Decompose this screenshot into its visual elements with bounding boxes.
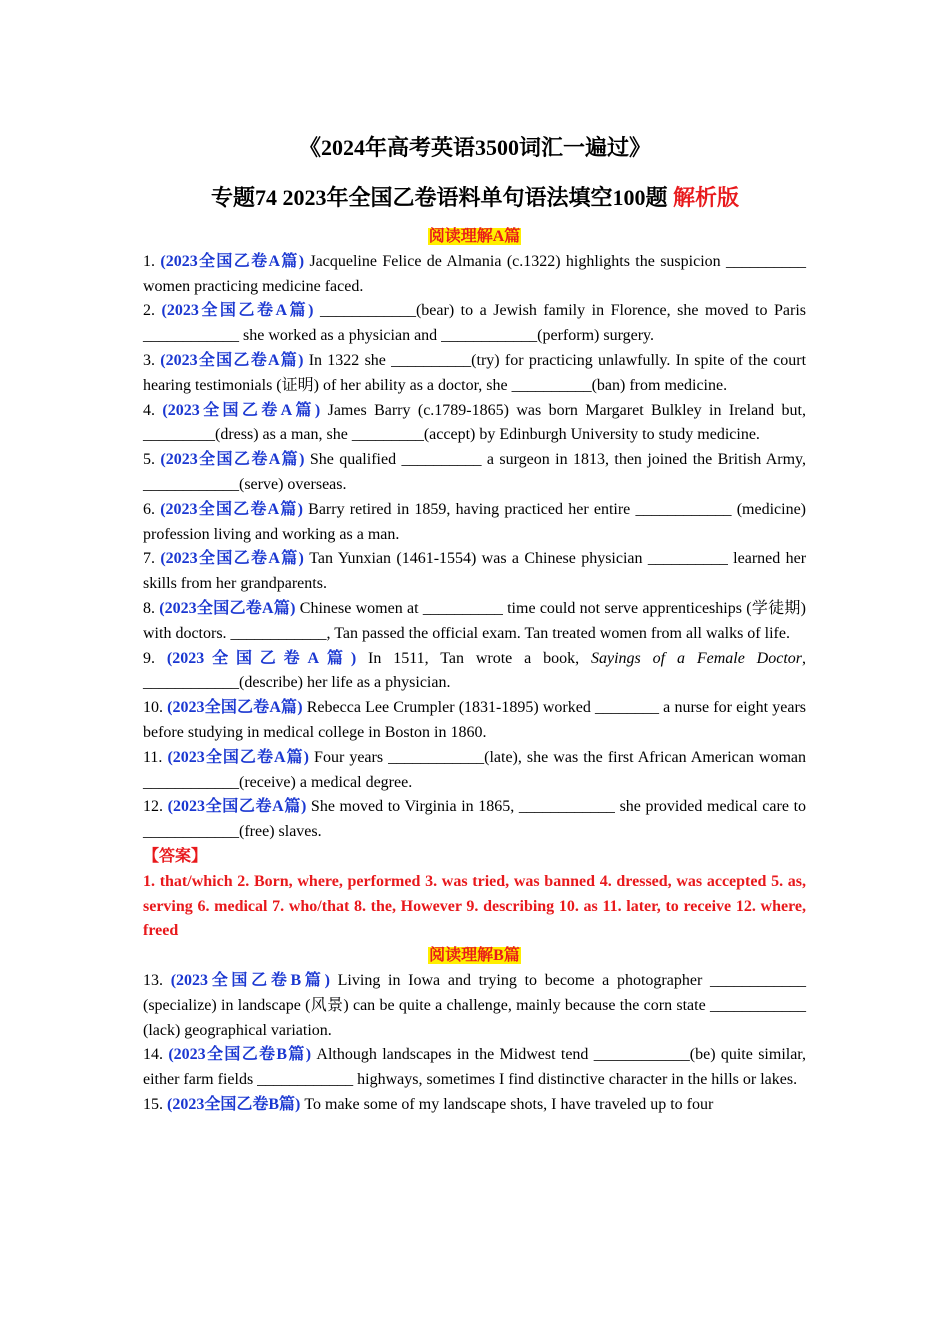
question-item: 1. (2023全国乙卷A篇) Jacqueline Felice de Almania (c.1322) highlights the suspicion __________ women practicing medicine faced.: [143, 252, 807, 295]
question-item: 3. (2023全国乙卷A篇) In 1322 she __________(try) for practicing unlawfully. In spite of the court hearing testimonials (证明) of her ability as a doctor, she __________(ban) from medicine.: [143, 351, 807, 394]
question-item: 6. (2023全国乙卷A篇) Barry retired in 1859, having practiced her entire ____________ (medicine) profession living and working as a man.: [143, 500, 807, 543]
book-title: Sayings of a Female Doctor: [591, 649, 803, 667]
question-item: 5. (2023全国乙卷A篇) She qualified __________ a surgeon in 1813, then joined the British Army, ____________(serve) overseas.: [143, 451, 807, 493]
document-title: 《2024年高考英语3500词汇一遍过》: [298, 135, 651, 160]
question-item: 15. (2023全国乙卷B篇) To make some of my landscape shots, I have traveled up to four: [143, 1095, 714, 1113]
answer-label: 【答案】: [143, 847, 208, 865]
question-item: 14. (2023全国乙卷B篇) Although landscapes in the Midwest tend ____________(be) quite similar, either farm fields ____________ highways, sometimes I find distinctive character in the hills or lakes.: [143, 1046, 806, 1089]
subtitle-tag: 解析版: [673, 185, 740, 210]
question-item: 12. (2023全国乙卷A篇) She moved to Virginia in 1865, ____________ she provided medical care to ____________(free) slaves.: [143, 798, 807, 841]
section-heading-a: 阅读理解A篇: [428, 228, 521, 245]
document-subtitle: [0, 183, 950, 213]
question-item: 9. (2023全国乙卷A篇) In 1511, Tan wrote a book, Sayings of a Female Doctor, ____________(describe) her life as a physician.: [143, 649, 807, 692]
question-item: 8. (2023全国乙卷A篇) Chinese women at __________ time could not serve apprenticeships (学徒期) with doctors. ____________, Tan passed the official exam. Tan treated women from all walks of life.: [143, 599, 807, 642]
question-item: 13. (2023全国乙卷B篇) Living in Iowa and trying to become a photographer ____________ (specialize) in landscape (风景) can be quite a challenge, mainly because the corn state ____________ (lack) geographical variation.: [143, 971, 806, 1039]
subtitle-text: 专题74 2023年全国乙卷语料单句语法填空100题: [210, 185, 668, 210]
question-item: 4. (2023全国乙卷A篇) James Barry (c.1789-1865) was born Margaret Bulkley in Ireland but, _________(dress) as a man, she _________(accept) by Edinburgh University to study medicine.: [143, 401, 806, 444]
question-item: 10. (2023全国乙卷A篇) Rebecca Lee Crumpler (1831-1895) worked ________ a nurse for eight years before studying in medical college in Boston in 1860.: [143, 699, 807, 741]
document-body: [143, 225, 806, 1118]
question-item: 11. (2023全国乙卷A篇) Four years ____________(late), she was the first African American woman ____________(receive) a medical degree.: [143, 748, 806, 791]
section-heading-b: 阅读理解B篇: [429, 947, 520, 965]
question-item: 7. (2023全国乙卷A篇) Tan Yunxian (1461-1554) was a Chinese physician __________ learned her skills from her grandparents.: [143, 550, 807, 593]
question-item: 2. (2023全国乙卷A篇) ____________(bear) to a Jewish family in Florence, she moved to Paris ____________ she worked as a physician and ____________(perform) surgery.: [143, 302, 807, 345]
answer-text: 1. that/which 2. Born, where, performed 3. was tried, was banned 4. dressed, was accepted 5. as, serving 6. medical 7. who/that 8. the, However 9. describing 10. as 11. later, to receive 12. where, freed: [143, 872, 806, 940]
